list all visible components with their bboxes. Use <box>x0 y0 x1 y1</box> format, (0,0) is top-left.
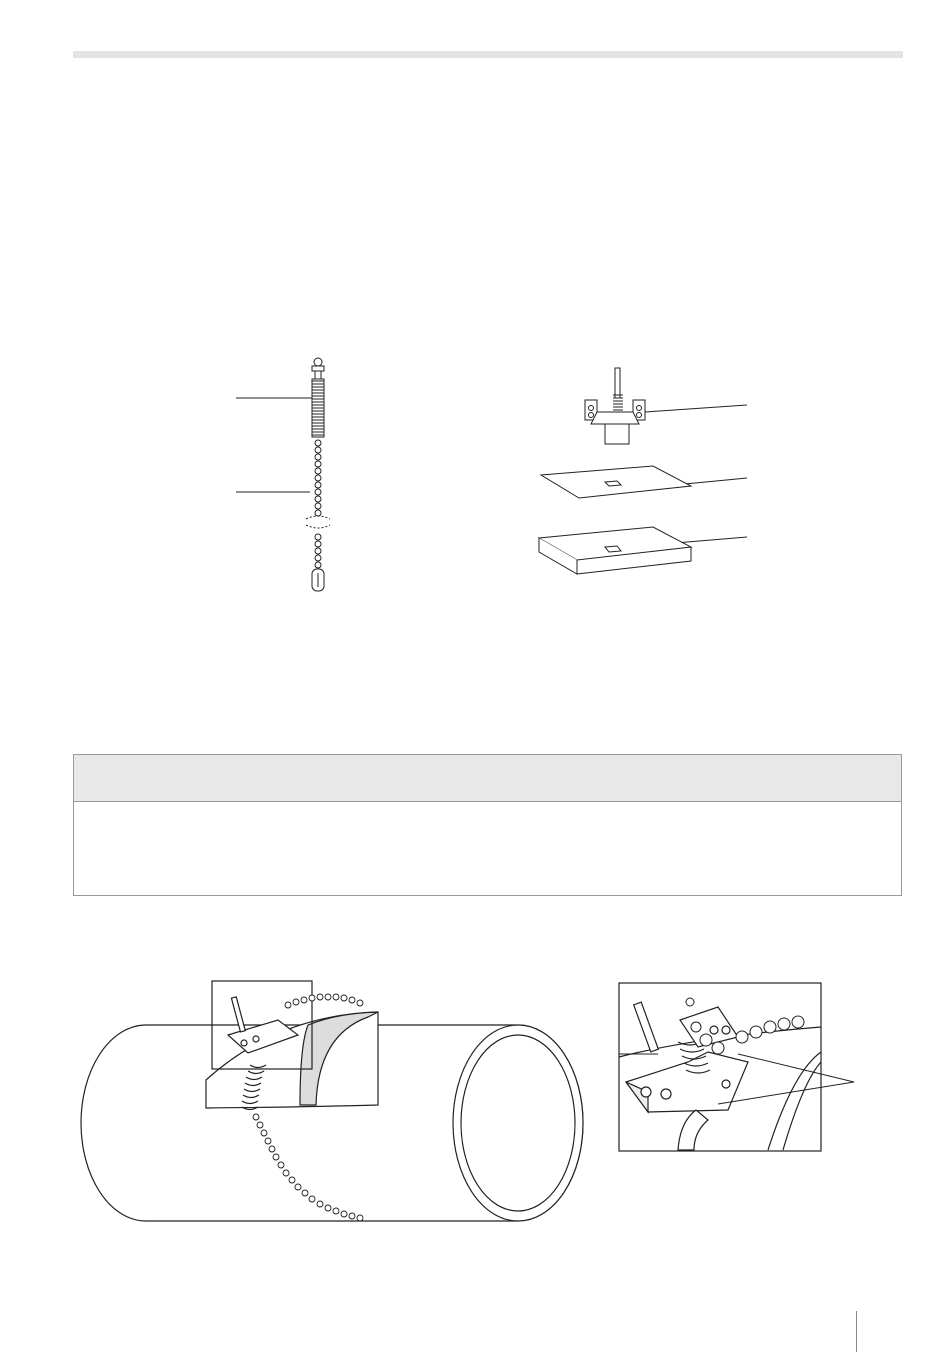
coupling-foil-icon <box>541 466 691 498</box>
leader-line <box>685 478 747 484</box>
holder-stack-figure <box>535 365 755 590</box>
sensor-holder-icon <box>585 368 645 444</box>
spring-icon <box>312 379 324 437</box>
page-margin-mark <box>856 1311 857 1352</box>
note-body <box>74 802 901 896</box>
note-box <box>73 754 902 896</box>
note-heading <box>74 755 901 802</box>
spring-chain-figure <box>230 355 340 600</box>
leader-line <box>675 537 747 543</box>
knob-icon <box>314 358 322 366</box>
pipe-mounting-figure <box>78 975 590 1237</box>
mounting-plate-icon <box>539 527 691 574</box>
detail-zoom-figure <box>618 982 868 1154</box>
ball-chain-icon <box>315 440 321 568</box>
header-rule <box>73 51 903 58</box>
leader-line <box>645 405 747 412</box>
